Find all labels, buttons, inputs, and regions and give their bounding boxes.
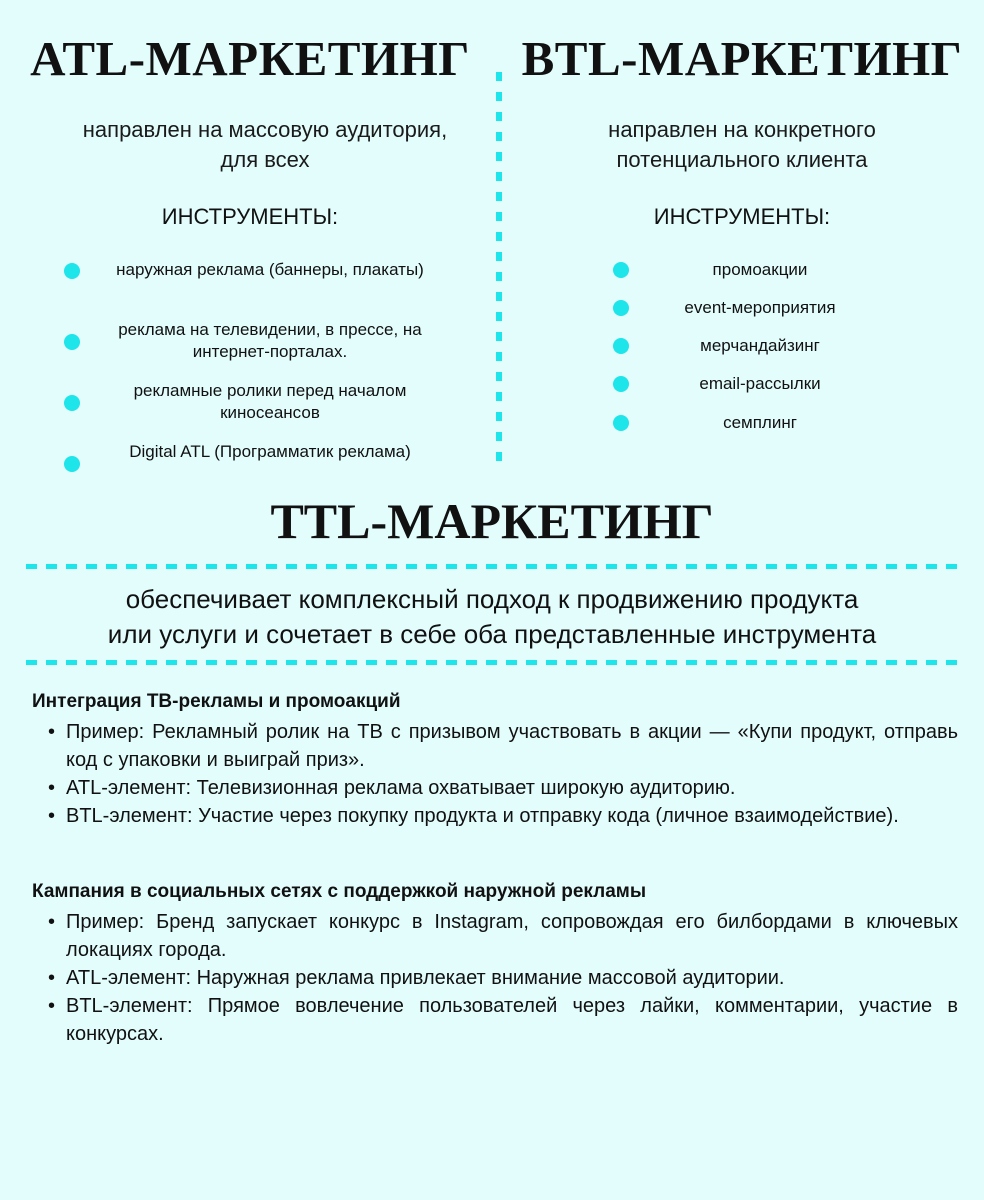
bullet-dot-icon (64, 263, 80, 279)
example-list-item: • ATL-элемент: Наружная реклама привлекает внимание массовой аудитории. (48, 964, 958, 992)
example-list-item: • BTL-элемент: Участие через покупку продукта и отправку кода (личное взаимодействие). (48, 802, 958, 830)
example-list-item: • BTL-элемент: Прямое вовлечение пользователей через лайки, комментарии, участие в конкурсах. (48, 992, 958, 1048)
bullet-dot-icon (64, 334, 80, 350)
bullet-icon: • (48, 911, 56, 933)
atl-title: ATL-МАРКЕТИНГ (30, 31, 470, 86)
example-list-item: • Пример: Бренд запускает конкурс в Instagram, сопровождая его билбордами в ключевых локациях города. (48, 908, 958, 964)
bullet-dot-icon (64, 395, 80, 411)
btl-description: направлен на конкретного потенциального клиента (608, 117, 876, 172)
btl-tools-heading: ИНСТРУМЕНТЫ: (653, 204, 831, 229)
atl-description: направлен на массовую аудитория, для всех (82, 117, 448, 172)
bullet-icon: • (48, 777, 56, 799)
example-title: Интеграция ТВ-рекламы и промоакций (32, 691, 401, 712)
btl-tool-item: email-рассылки (699, 374, 821, 393)
bullet-icon: • (48, 721, 56, 743)
bullet-icon: • (48, 967, 56, 989)
horizontal-dashed-divider-top (26, 564, 958, 569)
atl-tool-item: реклама на телевидении, в прессе, на интернет-порталах. (118, 320, 422, 361)
horizontal-dashed-divider-bottom (26, 660, 958, 665)
btl-tool-item: мерчандайзинг (700, 336, 820, 355)
bullet-dot-icon (64, 456, 80, 472)
bullet-dot-icon (613, 415, 629, 431)
atl-tool-item: наружная реклама (баннеры, плакаты) (116, 260, 424, 279)
ttl-description: обеспечивает комплексный подход к продвижению продукта или услуги и сочетает в себе оба представленные инструмента (107, 584, 877, 649)
bullet-dot-icon (613, 338, 629, 354)
bullet-dot-icon (613, 262, 629, 278)
btl-tool-item: event-мероприятия (684, 298, 836, 317)
btl-tool-item: семплинг (723, 413, 797, 432)
atl-tool-item: Digital ATL (Программатик реклама) (129, 442, 411, 461)
btl-tool-item: промоакции (712, 260, 808, 279)
example-list (32, 718, 958, 830)
example-list-item: • Пример: Рекламный ролик на ТВ с призывом участвовать в акции — «Купи продукт, отправь код с упаковки и выиграй приз». (48, 718, 958, 774)
example-list (32, 908, 958, 1048)
btl-title: BTL-МАРКЕТИНГ (521, 31, 963, 86)
example-title: Кампания в социальных сетях с поддержкой наружной рекламы (32, 881, 647, 902)
example-block (32, 688, 958, 830)
atl-tool-item: рекламные ролики перед началом киносеансов (133, 381, 407, 422)
bullet-dot-icon (613, 376, 629, 392)
example-block (32, 878, 958, 1048)
example-list-item: • ATL-элемент: Телевизионная реклама охватывает широкую аудиторию. (48, 774, 958, 802)
atl-tools-heading: ИНСТРУМЕНТЫ: (161, 204, 339, 229)
bullet-icon: • (48, 995, 56, 1017)
bullet-dot-icon (613, 300, 629, 316)
bullet-icon: • (48, 805, 56, 827)
ttl-title: TTL-МАРКЕТИНГ (270, 493, 714, 549)
